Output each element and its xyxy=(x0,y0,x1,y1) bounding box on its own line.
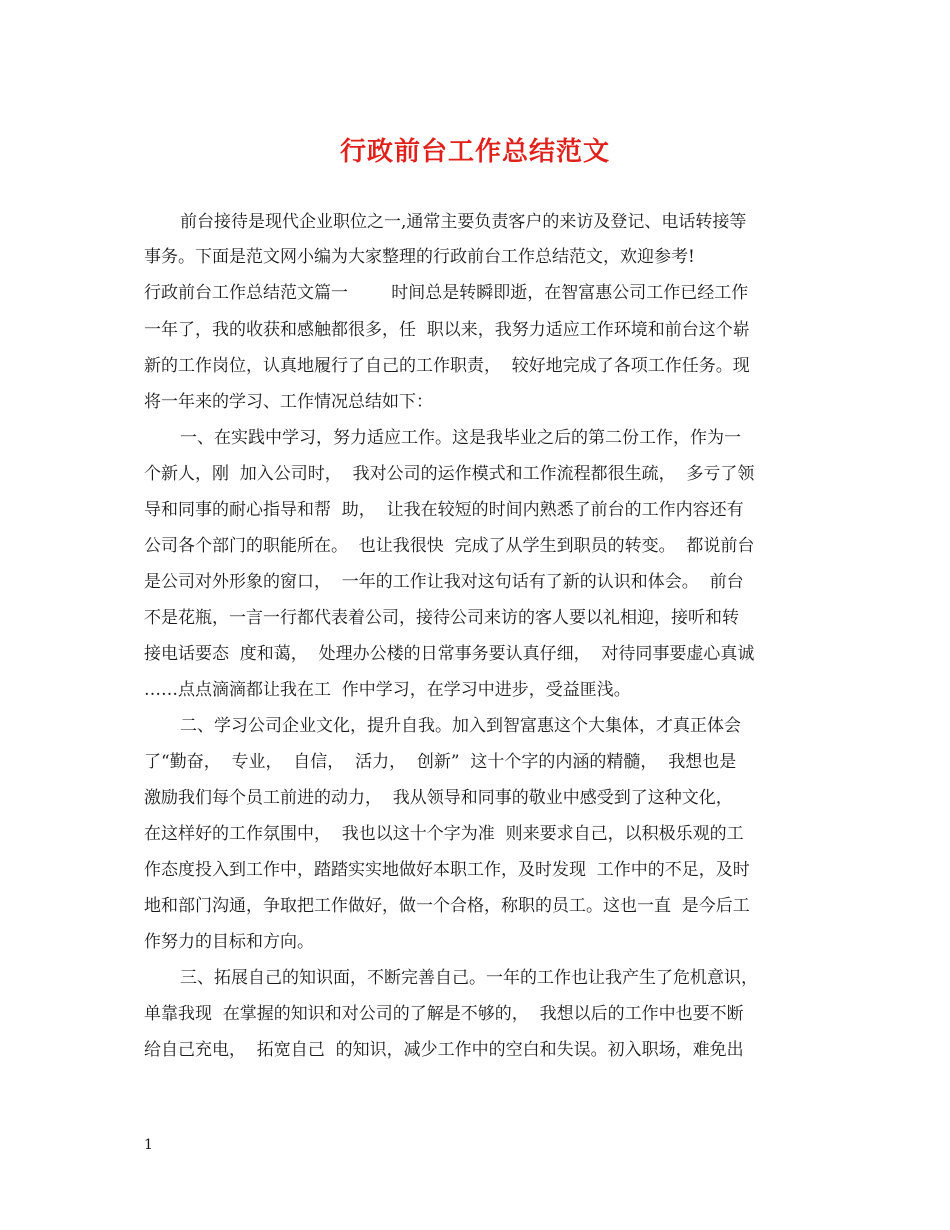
text-line: 激励我们每个员工前进的动力， 我从领导和同事的敬业中感受到了这种文化， xyxy=(144,788,733,808)
text-line: 一年了，我的收获和感触都很多，任 职以来，我努力适应工作环境和前台这个崭 xyxy=(144,320,750,340)
text-line: 前台接待是现代企业职位之一,通常主要负责客户的来访及登记、电话转接等 xyxy=(180,212,747,232)
text-line: 二、学习公司企业文化，提升自我。加入到智富惠这个大集体，才真正体会 xyxy=(180,716,741,736)
page-number: 1 xyxy=(144,1137,153,1153)
text-line: 行政前台工作总结范文篇一 时间总是转瞬即逝，在智富惠公司工作已经工作 xyxy=(144,283,749,303)
text-line: 是公司对外形象的窗口， 一年的工作让我对这句话有了新的认识和体会。 前台 xyxy=(144,572,744,592)
text-line: 导和同事的耐心指导和帮 助， 让我在较短的时间内熟悉了前台的工作内容还有 xyxy=(144,500,744,520)
text-line: ……点点滴滴都让我在工 作中学习，在学习中进步，受益匪浅。 xyxy=(144,680,631,700)
text-line: 事务。下面是范文网小编为大家整理的行政前台工作总结范文，欢迎参考! xyxy=(144,247,695,267)
text-line: 接电话要态 度和蔼， 处理办公楼的日常事务要认真仔细， 对待同事要虚心真诚 xyxy=(144,644,755,664)
text-line: 新的工作岗位，认真地履行了自己的工作职责， 较好地完成了各项工作任务。现 xyxy=(144,356,750,376)
text-line: 一、在实践中学习，努力适应工作。这是我毕业之后的第二份工作，作为一 xyxy=(180,428,741,448)
text-line: 将一年来的学习、工作情况总结如下： xyxy=(144,392,433,412)
text-line: 个新人，刚 加入公司时， 我对公司的运作模式和工作流程都很生疏， 多亏了领 xyxy=(144,464,755,484)
text-line: 作努力的目标和方向。 xyxy=(144,932,314,952)
text-line: 了“勤奋， 专业， 自信， 活力， 创新” 这十个字的内涵的精髓， 我想也是 xyxy=(144,752,737,772)
text-line: 地和部门沟通，争取把工作做好，做一个合格，称职的员工。这也一直 是今后工 xyxy=(144,896,750,916)
text-line: 给自己充电， 拓宽自己 的知识，减少工作中的空白和失误。初入职场，难免出 xyxy=(144,1040,744,1060)
text-line: 公司各个部门的职能所在。 也让我很快 完成了从学生到职员的转变。 都说前台 xyxy=(144,536,755,556)
text-line: 在这样好的工作氛围中， 我也以这十个字为准 则来要求自己，以积极乐观的工 xyxy=(144,824,744,844)
text-line: 三、拓展自己的知识面，不断完善自己。一年的工作也让我产生了危机意识， xyxy=(180,968,758,988)
text-line: 不是花瓶，一言一行都代表着公司，接待公司来访的客人要以礼相迎，接听和转 xyxy=(144,608,739,628)
page-title: 行政前台工作总结范文 xyxy=(339,137,610,167)
text-line: 作态度投入到工作中，踏踏实实地做好本职工作，及时发现 工作中的不足，及时 xyxy=(144,860,750,880)
text-line: 单靠我现 在掌握的知识和对公司的了解是不够的， 我想以后的工作中也要不断 xyxy=(144,1004,744,1024)
